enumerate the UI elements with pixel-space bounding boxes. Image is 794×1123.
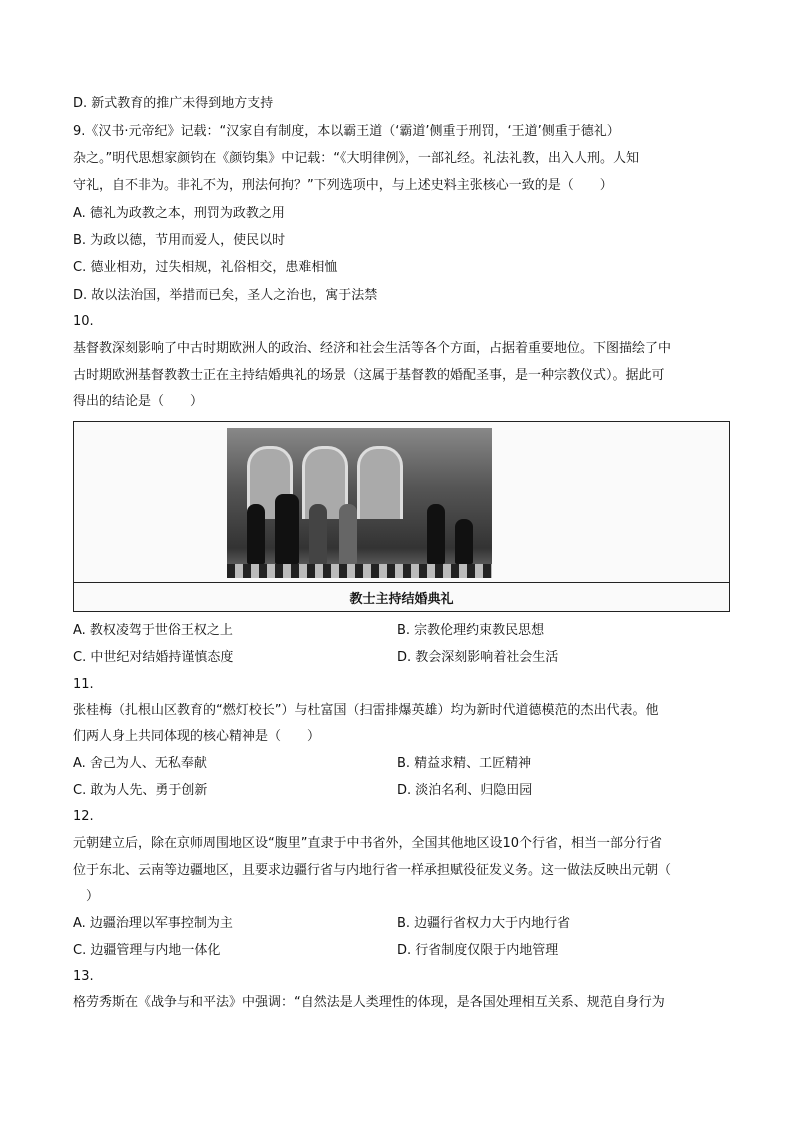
q12-option-d: D. 行省制度仅限于内地管理 [397, 943, 559, 958]
q12-option-a: A. 边疆治理以军事控制为主 [73, 916, 233, 931]
q11-number: 11. [73, 677, 94, 692]
q11-stem-line: 张桂梅（扎根山区教育的“燃灯校长”）与杜富国（扫雷排爆英雄）均为新时代道德模范的杰出代表。他 [73, 703, 659, 718]
q9-option-d: D. 故以法治国，举措而已矣，圣人之治也，寓于法禁 [73, 288, 378, 303]
figure-caption: 教士主持结婚典礼 [349, 592, 454, 607]
q10-option-a: A. 教权凌驾于世俗王权之上 [73, 623, 233, 638]
q12-stem-line: 位于东北、云南等边疆地区，且要求边疆行省与内地行省一样承担赋役征发义务。这一做法反映出元朝（ [73, 863, 672, 878]
q8-option-d: D. 新式教育的推广未得到地方支持 [73, 96, 274, 111]
q9-stem-line: 守礼，自不非为。非礼不为，刑法何拘？”下列选项中，与上述史料主张核心一致的是（ ） [73, 178, 613, 193]
q10-option-d: D. 教会深刻影响着社会生活 [397, 650, 559, 665]
q10-stem-line: 基督教深刻影响了中古时期欧洲人的政治、经济和社会生活等各个方面，占据着重要地位。下图描绘了中 [73, 341, 672, 356]
q11-option-c: C. 敢为人先、勇于创新 [73, 783, 208, 798]
q10-number: 10. [73, 314, 94, 329]
q13-stem-line: 格劳秀斯在《战争与和平法》中强调：“自然法是人类理性的体现，是各国处理相互关系、规范自身行为 [73, 995, 665, 1010]
wedding-figure [73, 421, 730, 612]
q11-option-a: A. 舍己为人、无私奉献 [73, 756, 207, 771]
q12-stem-line: ） [73, 889, 100, 904]
q11-stem-line: 们两人身上共同体现的核心精神是（ ） [73, 729, 321, 744]
q9-option-c: C. 德业相劝，过失相规，礼俗相交，患难相恤 [73, 260, 338, 275]
q11-option-b: B. 精益求精、工匠精神 [397, 756, 532, 771]
wedding-painting-image [227, 428, 492, 578]
q12-stem-line: 元朝建立后，除在京师周围地区设“腹里”直隶于中书省外，全国其他地区设10个行省，相当一部分行省 [73, 836, 663, 851]
q10-option-c: C. 中世纪对结婚持谨慎态度 [73, 650, 234, 665]
q9-stem-line: 杂之。”明代思想家颜钧在《颜钧集》中记载：“《大明律例》，一部礼经。礼法礼教，出入人刑。人知 [73, 151, 639, 166]
q13-number: 13. [73, 969, 94, 984]
q9-option-b: B. 为政以德，节用而爱人，使民以时 [73, 233, 286, 248]
q10-stem-line: 得出的结论是（ ） [73, 394, 204, 409]
q9-option-a: A. 德礼为政教之本，刑罚为政教之用 [73, 206, 285, 221]
q11-option-d: D. 淡泊名利、归隐田园 [397, 783, 533, 798]
q9-stem-line: 9.《汉书·元帝纪》记载：“汉家自有制度，本以霸王道（‘霸道’侧重于刑罚，‘王道’侧重于德礼） [73, 124, 620, 139]
q10-option-b: B. 宗教伦理约束教民思想 [397, 623, 545, 638]
q12-option-c: C. 边疆管理与内地一体化 [73, 943, 221, 958]
q12-number: 12. [73, 809, 94, 824]
q10-stem-line: 古时期欧洲基督教教士正在主持结婚典礼的场景（这属于基督教的婚配圣事，是一种宗教仪式）。据此可 [73, 368, 665, 383]
q12-option-b: B. 边疆行省权力大于内地行省 [397, 916, 571, 931]
